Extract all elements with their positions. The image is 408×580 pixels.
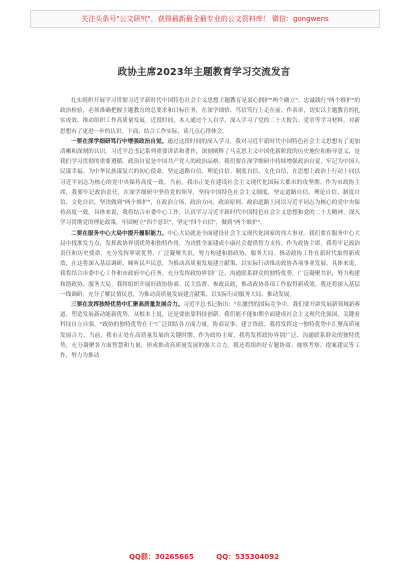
promo-banner: 关注头条号"公文研究"，获得最新最全最专业的公文资料库！ 微信：gongwens: [30, 10, 380, 28]
document-body: [60, 96, 360, 544]
paragraph-intro: [60, 96, 360, 137]
qq-group-text: QQ群：30265665: [128, 553, 194, 561]
section-heading: 二要在服务中心大局中提升履职能力。: [71, 230, 168, 237]
paragraph-text: 扎实组织开展学习贯彻习近平新时代中国特色社会主义思想主题教育是衷心拥护"两个确立"、忠诚践行"两个维护"的政治检验，必须准确把握主题教育的总要求和目标任务，在深学细悟、笃信笃行上走在前。作表率，切实以主题教育的扎实成效，推动组织工作高质量发展。近段时间，本人通过个人自学，深入学习了党的二十大报告、党章等学习材料，对新思想有了更进一步的认识。下面，结合工作实际，谈几点心得体会。: [60, 98, 360, 135]
qq-text: QQ：535304092: [216, 553, 280, 561]
contact-footer: [0, 552, 408, 562]
paragraph-text: 习近平总书记指出："在激烈的国际竞争中，我们要开辟发展新领域新赛道、塑造发展新动能新优势，从根本上说，还是要依靠科技创新。我们能不能如期全面建成社会主义现代化强国，关键看科技自立自强。"政协的独特优势在于"广泛团结各方面力量，协商议事、建言资政。我将发挥这一独特优势中汇聚高质量发展合力。当前，我市正处在高质量发展的关键时期。作为政协主席，我将发挥政协界别广泛、沟通联系群众的独特优势，充分凝聚各方面智慧和力量，形成推动高质量发展的强大合力。我还将组织好专题协商、视察考察、提案建议等工作，努力为推动: [60, 302, 360, 360]
section-heading: 三要在发挥独特优势中汇聚高质量发展合力。: [71, 302, 184, 309]
paragraph-section-3: [60, 300, 360, 361]
paragraph-text: 通过这段时间的深入学习，我对习近平新时代中国特色社会主义思想有了更加清晰和深刻的认识。习近平总书记系列重要讲话和著作，深刻阐释了马克思主义中国化新阶段的历史地位和指导意义，是我们学习贯彻的重要遵循。政治自觉是中国共产党人的政治品格。我们要在深学细研中持续增强政治自觉，牢记为中国人民谋幸福、为中华民族谋复兴的初心使命，坚定道路自信、理论自信、制度自信、文化自信，在思想上政治上行动上同以习近平同志为核心的党中央保持高度一致。当前，我市正处在建设社会主义现代化国际大都市的攻坚期。作为市政协主席，我要牢记政治责任，在深学细研中坚持党的领导，坚持中国特色社会主义制度，坚定道路自信、理论自信、制度自信、文化自信，坚决做到"两个维护"，在政治立场、政治方向、政治原则、政治道路上同以习近平同志为核心的党中央保持高度一致。具体来说，我将结合市委中心工作，认真学习习近平新时代中国特色社会主义思想和党的二十大精神，深入学习贯彻党的理论政策，牢固树立"四个意识"，坚定"四个自信"，做到"两个维护"。: [60, 138, 360, 227]
paragraph-text: 中心大局就是全面建设社会主义现代化国家的伟大事业。我们要在服务中心大局中找准发力点，发挥政协界别优势和独特作用，为决胜全面建成小康社会提供智力支持。作为政协主席，我将牢记政治责任和历史使命，充分发挥界别优势，广泛凝聚共识，努力构建和谐政协、服务大局。推动政协工作在新时代取得新成效，在这将深入基层调研，倾听民声民意，为推动高质量发展建言献策，以实际行动推动政协各项事业发展。具体来说，我将结合市委中心工作和市政府中心任务，充分发挥政协界别广泛、沟通联系群众的独特优势，广泛凝聚共识，努力构建和谐政协、服务大局。我将组织开展好政协协商、民主监督、参政议政，推动政协各项工作取得新成效。我还将深入基层一线调研，充分了解民情民意，为推动高质量发展建言献策，以实际行动服务大局、推动发展。: [60, 230, 360, 298]
section-heading: 一要在深学细研笃行中增强政治自觉。: [71, 138, 168, 145]
paragraph-section-1: [60, 137, 360, 229]
document-title: 政协主席2023年主题教育学习交流发言: [117, 67, 291, 78]
paragraph-section-2: [60, 229, 360, 300]
